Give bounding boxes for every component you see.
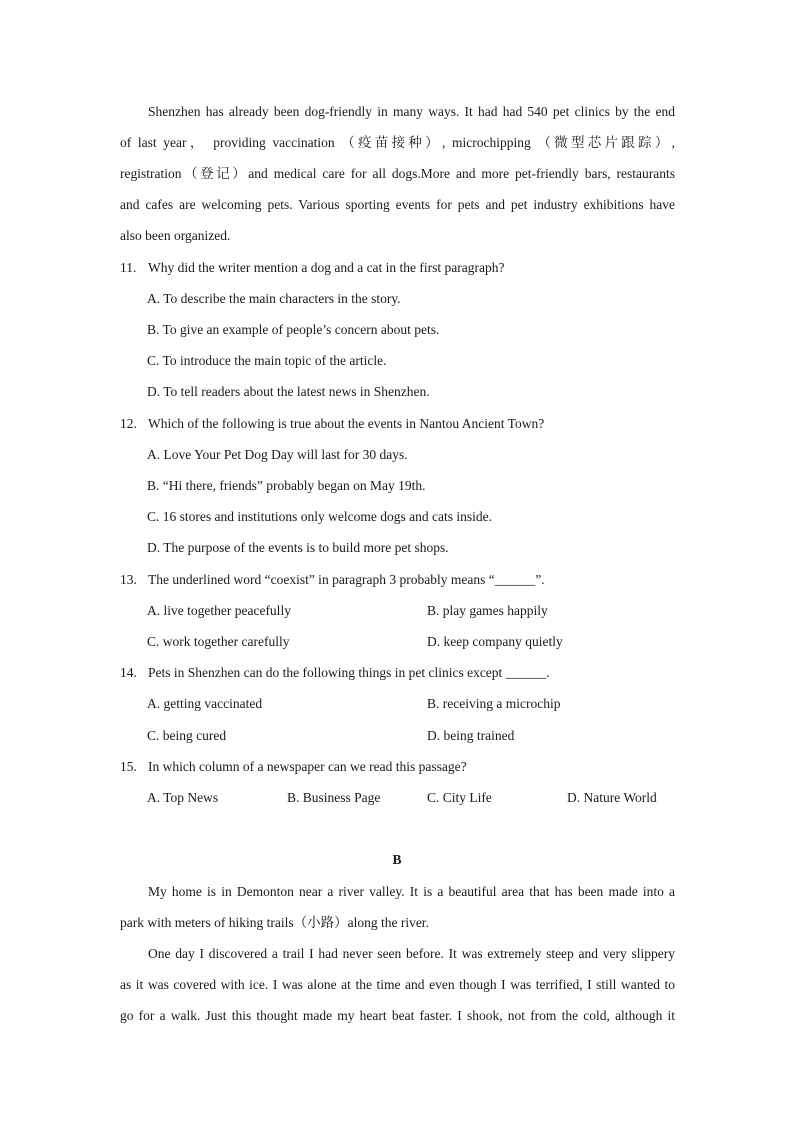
passage-line: My home is in Demonton near a river valley. It is a beautiful area that has been made into a [148,884,675,899]
option-a: A. getting vaccinated [147,696,263,711]
question-stem [120,258,675,278]
passage-line: registration（登记）and medical care for all dogs.More and more pet-friendly bars, restaurants [120,166,675,181]
question-text: Pets in Shenzhen can do the following things in pet clinics except ______. [148,665,550,680]
option-b: B. play games happily [427,603,548,618]
question-text: Which of the following is true about the events in Nantou Ancient Town? [148,416,545,431]
question-number: 14. [120,665,137,680]
question-number: 11. [120,260,137,275]
passage-line: go for a walk. Just this thought made my heart beat faster. I shook, not from the cold, although it [120,1008,675,1023]
option-a: A. live together peacefully [147,603,291,618]
question-stem [120,570,675,590]
question-text: Why did the writer mention a dog and a cat in the first paragraph? [148,260,505,275]
option-c: C. To introduce the main topic of the article. [147,353,387,368]
option-c: C. City Life [427,790,492,805]
question-stem [120,663,675,683]
passage-line: One day I discovered a trail I had never seen before. It was extremely steep and very slippery [148,946,675,961]
option-d: D. keep company quietly [427,634,563,649]
section-heading: B [392,852,402,867]
option-c: C. 16 stores and institutions only welcome dogs and cats inside. [147,509,492,524]
passage-line: park with meters of hiking trails（小路）along the river. [120,915,429,930]
passage-line: as it was covered with ice. I was alone at the time and even though I was terrified, I still wanted to [120,977,675,992]
question-number: 12. [120,416,137,431]
option-b: B. To give an example of people’s concern about pets. [147,322,440,337]
passage-line: and cafes are welcoming pets. Various sporting events for pets and pet industry exhibitions have [120,197,675,212]
question-number: 15. [120,759,137,774]
option-d: D. To tell readers about the latest news in Shenzhen. [147,384,430,399]
passage-line: Shenzhen has already been dog-friendly in many ways. It had had 540 pet clinics by the end [148,104,675,119]
option-a: A. To describe the main characters in the story. [147,291,401,306]
option-a: A. Love Your Pet Dog Day will last for 30 days. [147,447,408,462]
option-b: B. receiving a microchip [427,696,561,711]
option-c: C. work together carefully [147,634,290,649]
option-d: D. Nature World [567,790,657,805]
question-number: 13. [120,572,137,587]
question-text: The underlined word “coexist” in paragraph 3 probably means “______”. [148,572,545,587]
question-stem [120,414,675,434]
option-b: B. Business Page [287,790,381,805]
option-b: B. “Hi there, friends” probably began on May 19th. [147,478,426,493]
passage-line: also been organized. [120,228,231,243]
question-stem [120,757,675,777]
option-a: A. Top News [147,790,219,805]
question-text: In which column of a newspaper can we read this passage? [148,759,467,774]
option-d: D. The purpose of the events is to build more pet shops. [147,540,449,555]
passage-line: of last year， providing vaccination （疫苗接种）, microchipping （微型芯片跟踪）, [120,135,675,150]
option-d: D. being trained [427,728,515,743]
option-c: C. being cured [147,728,227,743]
